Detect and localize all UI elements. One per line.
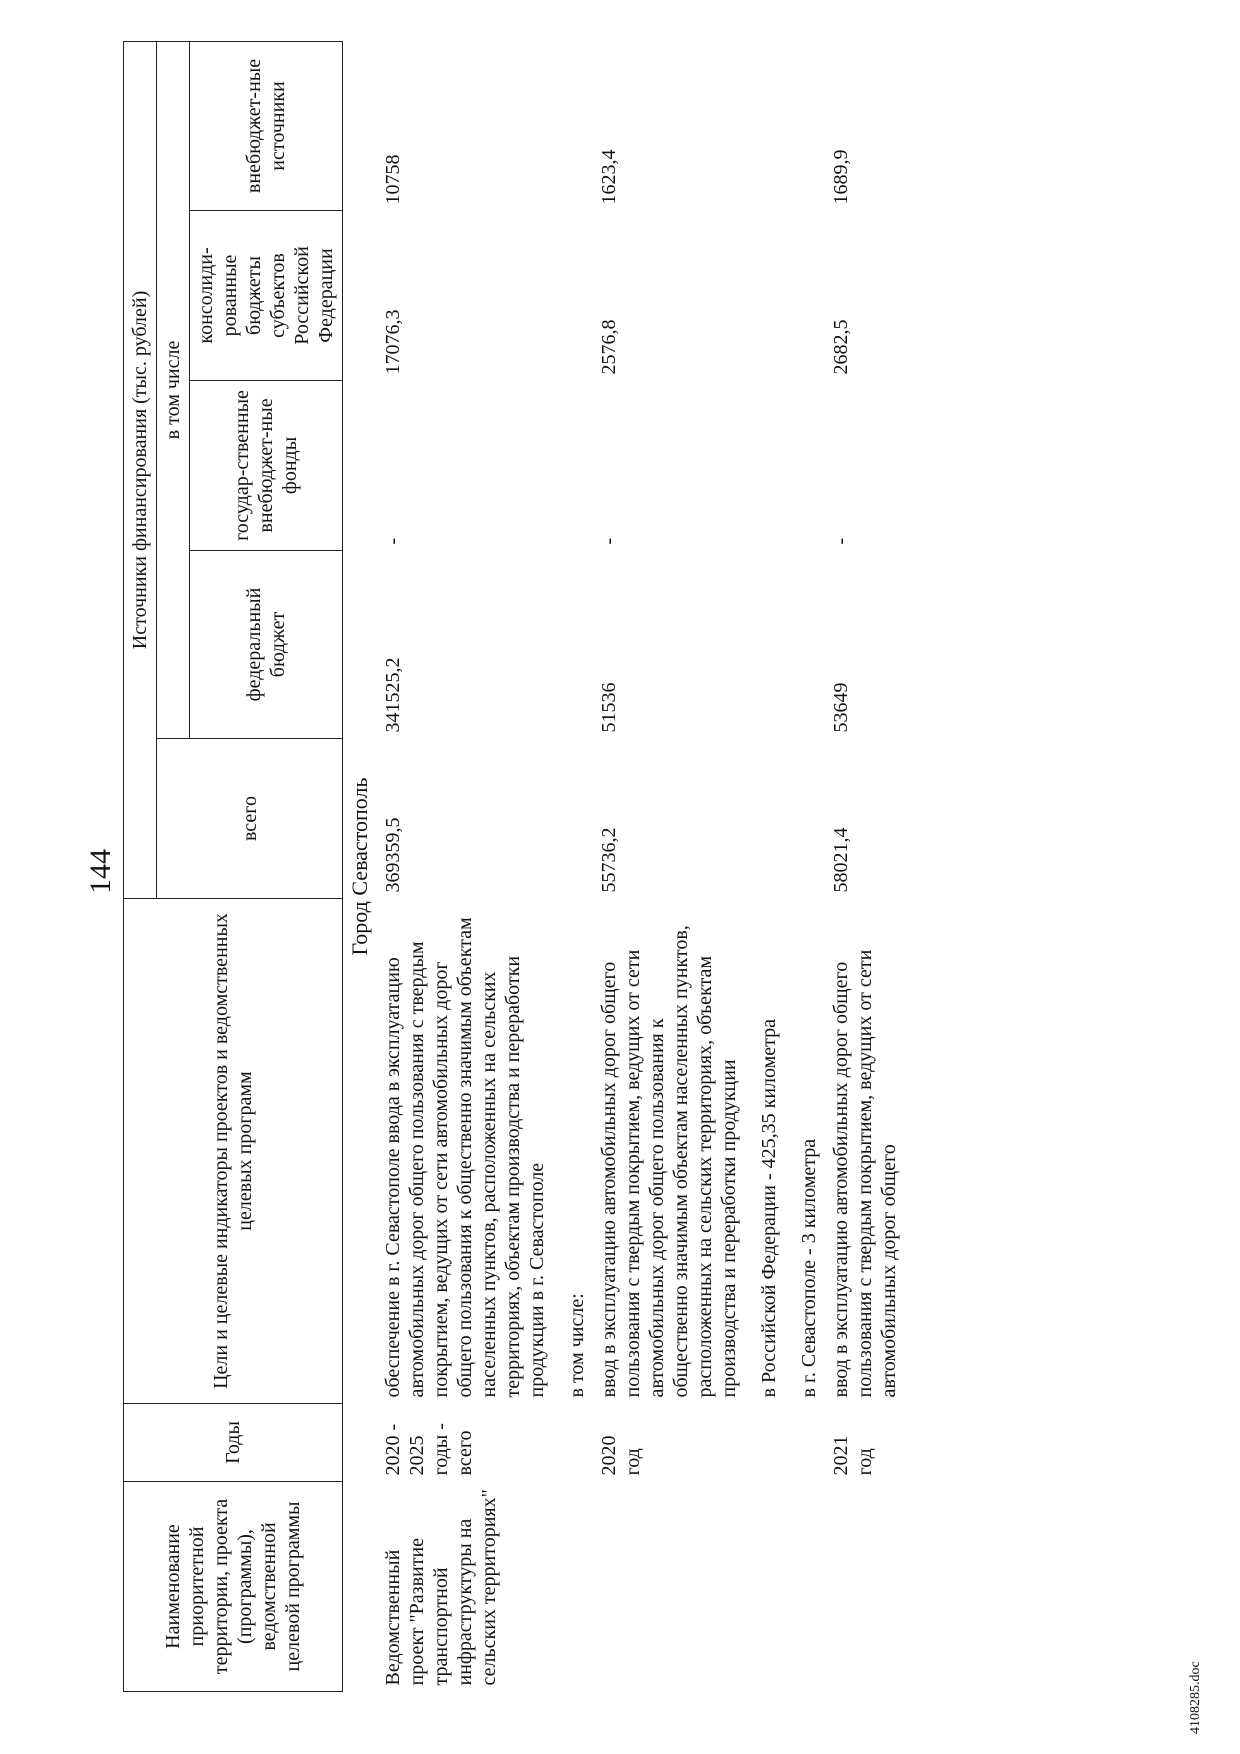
row-goal-extra: в том числе:	[566, 1293, 589, 1398]
header-years: Годы	[124, 1404, 343, 1482]
row-federal: 53649	[830, 682, 853, 733]
page-number: 144	[84, 849, 117, 894]
header-federal: федеральный бюджет	[190, 551, 343, 739]
row-state-funds: -	[382, 537, 405, 545]
table-row	[825, 41, 905, 1691]
row-offbudget: 1689,9	[830, 149, 853, 205]
financing-table	[123, 41, 905, 1692]
row-state-funds: -	[830, 537, 853, 545]
header-goals: Цели и целевые индикаторы проектов и ведомственных целевых программ	[124, 899, 343, 1404]
header-sources: Источники финансирования (тыс. рублей)	[124, 41, 157, 898]
row-consolidated: 2576,8	[598, 319, 621, 375]
row-goal-extra: в Российской Федерации - 425,35 километра	[758, 1018, 781, 1398]
row-years: 2020 - 2025 годы - всего	[382, 1423, 477, 1476]
row-total: 369359,5	[382, 817, 405, 893]
header-offbudget: внебюджет-ные источники	[190, 41, 343, 210]
row-goal-extra: в г. Севастополе - 3 километра	[798, 1138, 821, 1398]
row-consolidated: 17076,3	[382, 309, 405, 375]
header-total: всего	[157, 739, 343, 899]
project-name: Ведомственный проект "Развитие транспортной инфраструктуры на сельских территориях"	[382, 1489, 501, 1686]
row-goal-text: ввод в эксплуатацию автомобильных дорог общего пользования с твердым покрытием, ведущих от сети автомобильных дорог общего пользования к общественно значимым объектам населенных пунктов, расположенных на сельских территориях, объектам производства и переработки продукции	[598, 925, 741, 1398]
row-consolidated: 2682,5	[830, 319, 853, 375]
row-goal	[593, 899, 825, 1404]
table-row	[593, 41, 825, 1691]
section-title: Город Севастополь	[347, 777, 372, 956]
row-goal-text: ввод в эксплуатацию автомобильных дорог общего пользования с твердым покрытием, ведущих от сети автомобильных дорог общего	[830, 949, 901, 1398]
row-goal-text: обеспечение в г. Севастополе ввода в эксплуатацию автомобильных дорог общего пользования с твердым покрытием, ведущих от сети автомобильных дорог общего пользования к общественно значимым объектам населенных пунктов, расположенных на сельских территориях, объектам производства и переработки продукции в г. Севастополе	[382, 917, 549, 1398]
row-years: 2021 год	[830, 1435, 877, 1476]
row-offbudget: 10758	[382, 154, 405, 205]
row-goal	[825, 899, 905, 1404]
header-including: в том числе	[157, 41, 190, 738]
row-federal: 51536	[598, 682, 621, 733]
row-state-funds: -	[598, 537, 621, 545]
row-total: 58021,4	[830, 827, 853, 893]
row-offbudget: 1623,4	[598, 149, 621, 205]
row-total: 55736,2	[598, 827, 621, 893]
header-consolidated: консолиди-рованные бюджеты субъектов Российской Федерации	[190, 211, 343, 381]
row-federal: 341525,2	[382, 657, 405, 733]
file-footer: 4108285.doc	[1188, 1661, 1203, 1734]
row-goal	[377, 899, 593, 1404]
header-state-funds: государ-ственные внебюджет-ные фонды	[190, 381, 343, 551]
table-row	[377, 41, 593, 1691]
header-name: Наименование приоритетной территории, проекта (программы), ведомственной целевой программы	[124, 1482, 343, 1692]
row-years: 2020 год	[598, 1435, 645, 1476]
